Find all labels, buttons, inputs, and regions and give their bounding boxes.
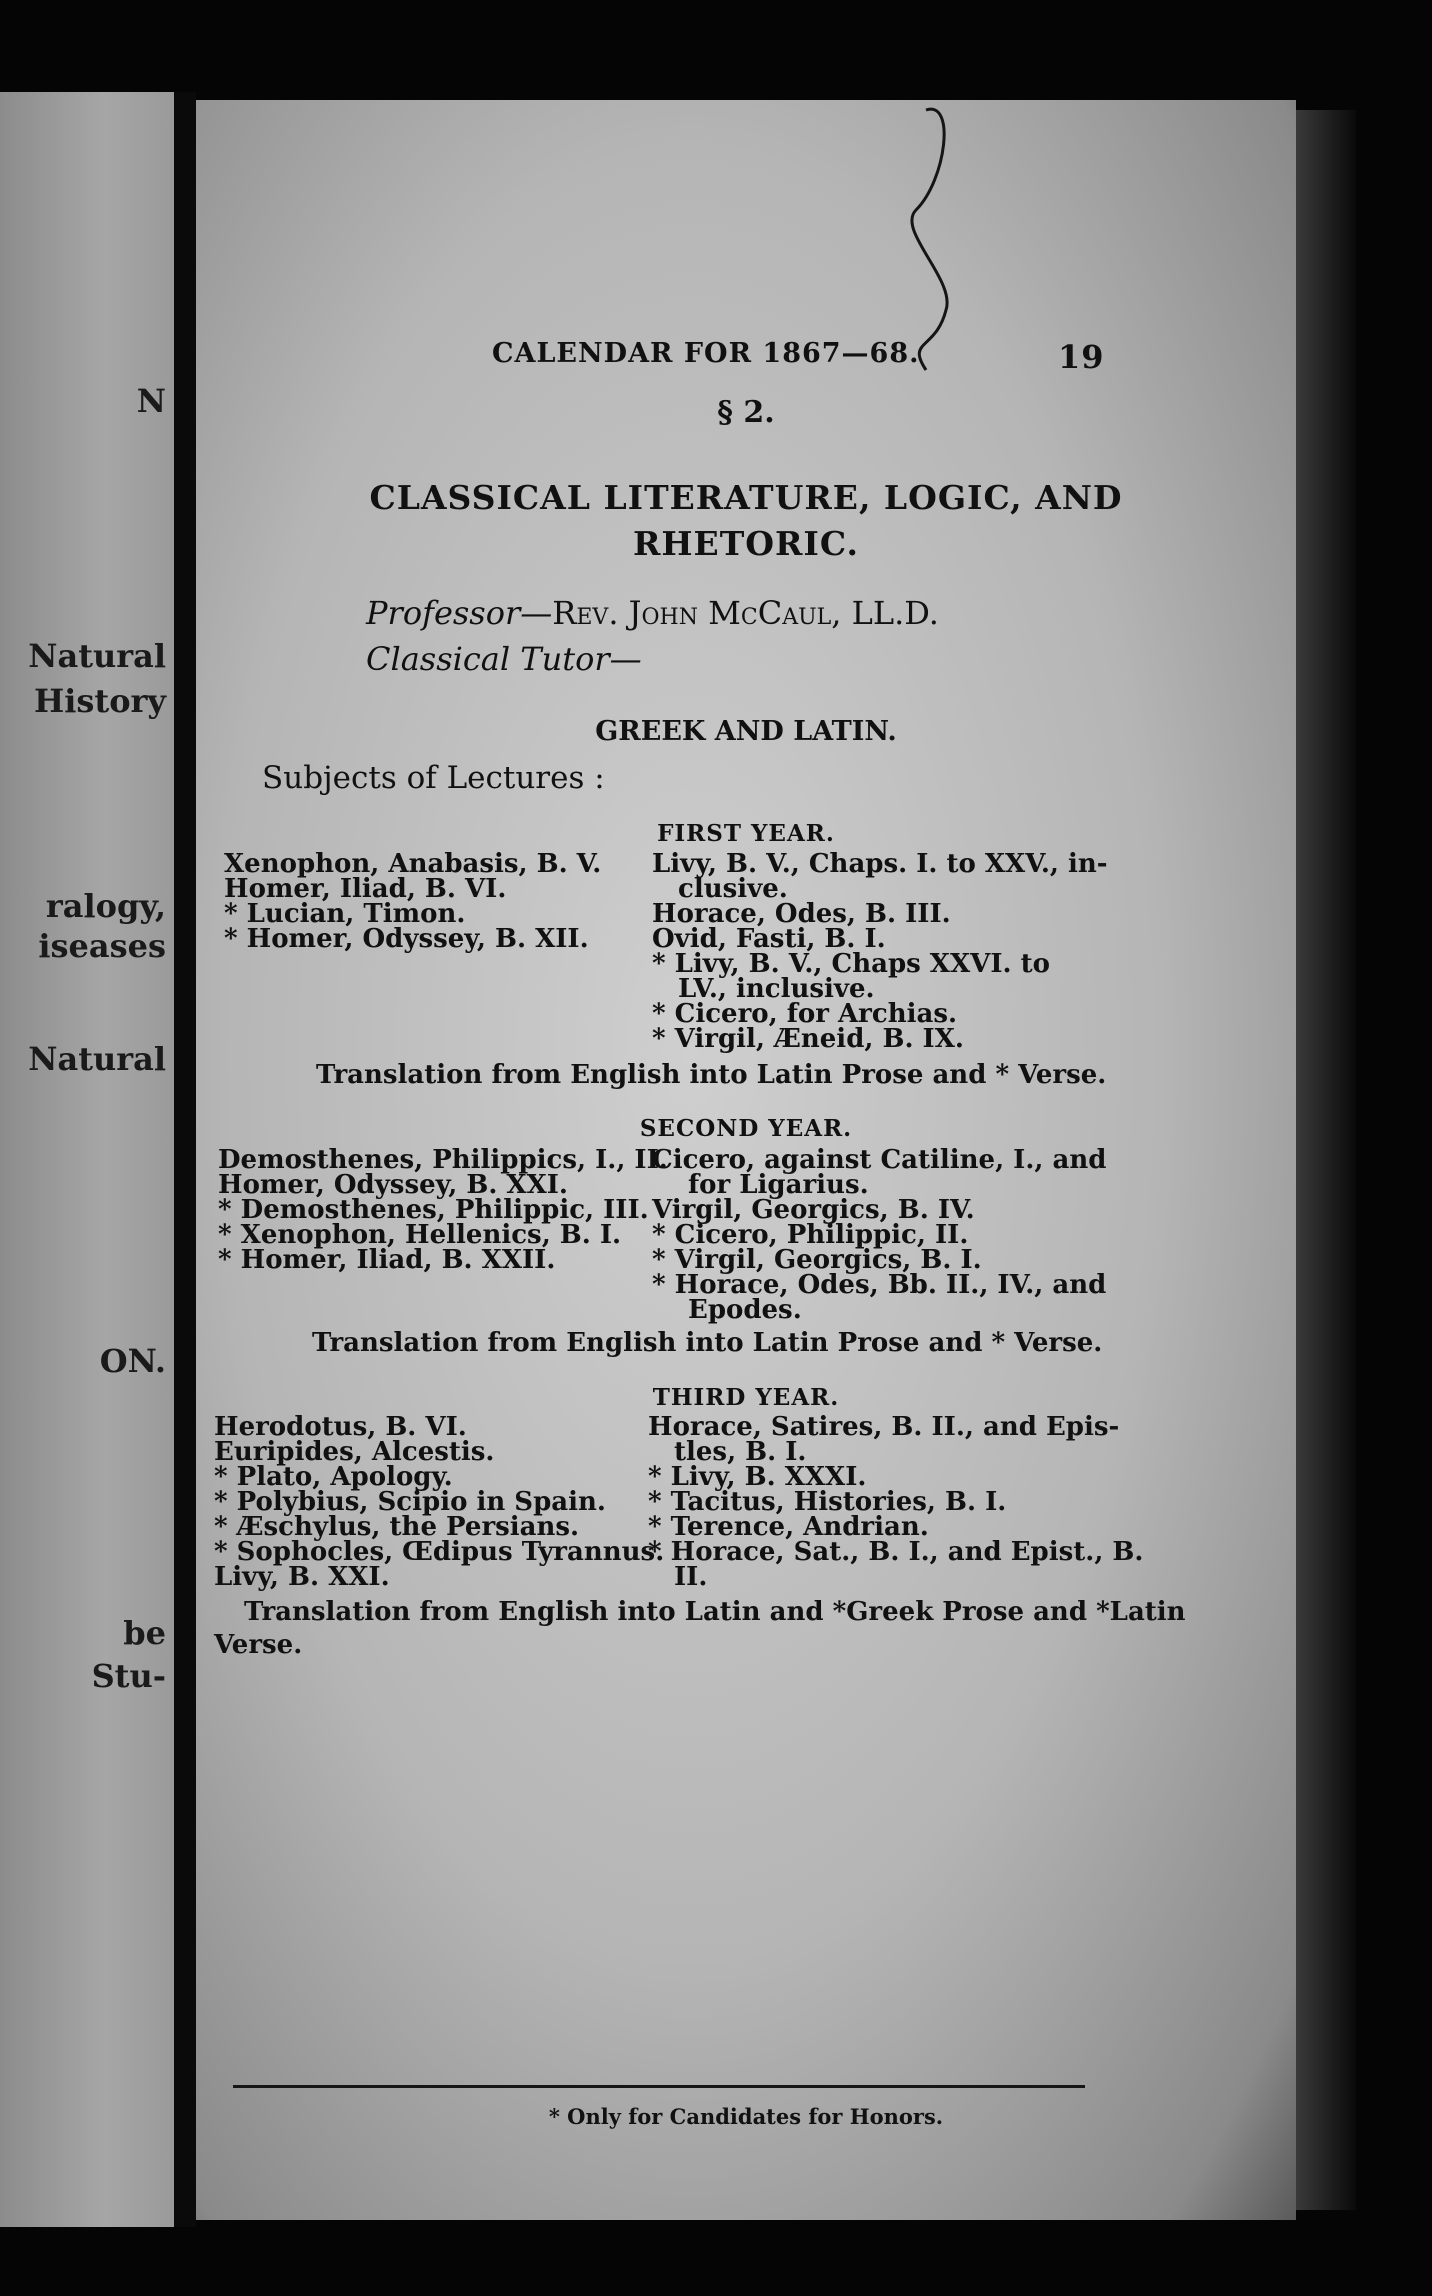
course-item: Virgil, Georgics, B. IV. — [652, 1195, 975, 1225]
course-item: * Tacitus, Histories, B. I. — [648, 1487, 1007, 1517]
course-item: * Plato, Apology. — [214, 1462, 453, 1492]
professor-label: Professor— — [366, 594, 553, 632]
course-item: Demosthenes, Philippics, I., II. — [218, 1145, 668, 1175]
course-item: * Xenophon, Hellenics, B. I. — [218, 1220, 622, 1250]
course-item: * Virgil, Georgics, B. I. — [652, 1245, 982, 1275]
course-item-continuation: Epodes. — [688, 1295, 802, 1325]
facing-page-fragment: N — [136, 382, 166, 420]
course-item: Horace, Satires, B. II., and Epis- — [648, 1412, 1120, 1442]
course-item: Xenophon, Anabasis, B. V. — [224, 849, 602, 879]
course-item: Ovid, Fasti, B. I. — [652, 924, 886, 954]
course-item: Horace, Odes, B. III. — [652, 899, 951, 929]
professor-name: Rev. John McCaul, LL.D. — [552, 594, 939, 632]
course-item: Livy, B. V., Chaps. I. to XXV., in- — [652, 849, 1108, 879]
course-item: Homer, Odyssey, B. XXI. — [218, 1170, 568, 1200]
header-title: CALENDAR FOR 1867—68. — [492, 338, 920, 369]
latin-authors-column — [652, 849, 1108, 1054]
course-item: Livy, B. XXI. — [214, 1562, 390, 1592]
course-item-continuation: clusive. — [678, 874, 788, 904]
professor-line — [366, 594, 939, 632]
course-item-continuation: LV., inclusive. — [678, 974, 875, 1004]
translation-requirement: Translation from English into Latin Prose and * Verse. — [312, 1328, 1103, 1358]
facing-page-fragment: Natural — [28, 1040, 166, 1078]
chapter-title-line1: CLASSICAL LITERATURE, LOGIC, AND — [369, 478, 1123, 517]
book-gutter — [174, 92, 196, 2227]
course-item: * Cicero, for Archias. — [652, 999, 958, 1029]
translation-requirement: Translation from English into Latin and *Greek Prose and *Latin — [244, 1597, 1186, 1627]
chapter-title-line2: RHETORIC. — [632, 524, 860, 563]
facing-page — [0, 92, 174, 2227]
course-item: * Æschylus, the Persians. — [214, 1512, 580, 1542]
course-item: * Polybius, Scipio in Spain. — [214, 1487, 606, 1517]
page-edge-shadow — [1296, 110, 1356, 2210]
course-item: * Sophocles, Œdipus Tyrannus. — [214, 1537, 665, 1567]
course-item: * Homer, Iliad, B. XXII. — [218, 1245, 556, 1275]
footnote: * Only for Candidates for Honors. — [548, 2104, 944, 2129]
greek-authors-column — [218, 1145, 668, 1275]
course-item: Cicero, against Catiline, I., and — [652, 1145, 1107, 1175]
greek-authors-column — [224, 849, 602, 954]
course-item: Herodotus, B. VI. — [214, 1412, 467, 1442]
course-item: * Demosthenes, Philippic, III. — [218, 1195, 649, 1225]
subject-heading: GREEK AND LATIN. — [595, 716, 897, 747]
facing-page-fragment: iseases — [38, 927, 166, 965]
course-item: * Virgil, Æneid, B. IX. — [652, 1024, 964, 1054]
facing-page-fragment: ralogy, — [45, 887, 166, 925]
latin-authors-column — [648, 1412, 1144, 1592]
year-heading: FIRST YEAR. — [657, 820, 835, 847]
facing-page-fragment: Stu- — [91, 1657, 166, 1695]
course-item-continuation: tles, B. I. — [674, 1437, 807, 1467]
lectures-label: Subjects of Lectures : — [262, 760, 605, 796]
latin-authors-column — [652, 1145, 1107, 1325]
course-item: * Horace, Sat., B. I., and Epist., B. — [648, 1537, 1144, 1567]
course-item: * Livy, B. XXXI. — [648, 1462, 867, 1492]
course-item: * Cicero, Philippic, II. — [652, 1220, 969, 1250]
course-item-continuation: for Ligarius. — [688, 1170, 869, 1200]
course-item: * Lucian, Timon. — [224, 899, 466, 929]
tutor-line — [366, 640, 642, 678]
translation-requirement: Translation from English into Latin Prose and * Verse. — [316, 1060, 1107, 1090]
footnote-rule — [233, 2085, 1085, 2088]
course-item: * Horace, Odes, Bb. II., IV., and — [652, 1270, 1107, 1300]
translation-requirement-continuation: Verse. — [214, 1630, 303, 1660]
course-item: Homer, Iliad, B. VI. — [224, 874, 507, 904]
course-item: * Terence, Andrian. — [648, 1512, 929, 1542]
year-heading: SECOND YEAR. — [639, 1115, 853, 1142]
greek-authors-column — [214, 1412, 665, 1592]
facing-page-fragment: be — [123, 1614, 166, 1652]
facing-page-fragment: History — [34, 682, 166, 720]
tutor-label: Classical Tutor— — [366, 640, 642, 678]
course-item: * Livy, B. V., Chaps XXVI. to — [652, 949, 1050, 979]
course-item: Euripides, Alcestis. — [214, 1437, 495, 1467]
facing-page-fragment: Natural — [28, 637, 166, 675]
course-item: * Homer, Odyssey, B. XII. — [224, 924, 589, 954]
year-heading: THIRD YEAR. — [652, 1384, 840, 1411]
calendar-page — [196, 100, 1296, 2220]
section-number: § 2. — [717, 395, 775, 430]
course-item-continuation: II. — [674, 1562, 708, 1592]
page-number: 19 — [1058, 338, 1105, 376]
facing-page-fragment: ON. — [99, 1342, 166, 1380]
